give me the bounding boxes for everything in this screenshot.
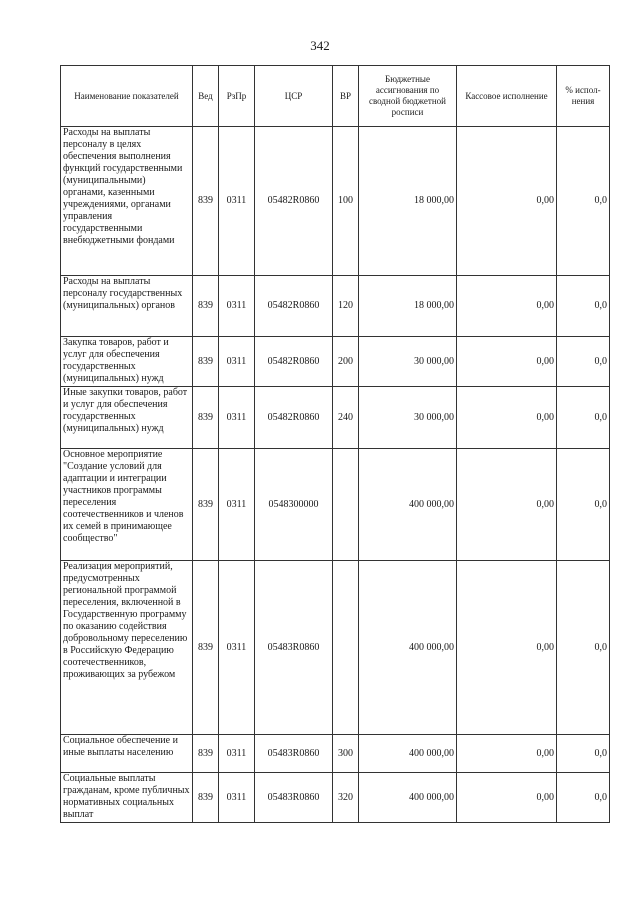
- row-cash: 0,00: [457, 735, 557, 773]
- row-pct: 0,0: [557, 735, 610, 773]
- row-budget: 30 000,00: [359, 387, 457, 449]
- col-header-vr: ВР: [333, 66, 359, 127]
- row-pct: 0,0: [557, 561, 610, 735]
- row-cash: 0,00: [457, 337, 557, 387]
- row-ved: 839: [193, 561, 219, 735]
- row-pct: 0,0: [557, 276, 610, 337]
- col-header-csr: ЦСР: [255, 66, 333, 127]
- row-rzpr: 0311: [219, 735, 255, 773]
- row-pct: 0,0: [557, 773, 610, 823]
- row-vr: 240: [333, 387, 359, 449]
- row-vr: 300: [333, 735, 359, 773]
- row-csr: 05483R0860: [255, 773, 333, 823]
- table-row: [61, 276, 610, 337]
- row-rzpr: 0311: [219, 127, 255, 276]
- row-pct: 0,0: [557, 387, 610, 449]
- row-rzpr: 0311: [219, 449, 255, 561]
- row-name: Реализация мероприятий, предусмотренных региональной программой переселения, включенной в Государственную программу по оказанию содействия добровольному переселению в Российскую Федерацию соотечественников, проживающих за рубежом: [61, 561, 193, 735]
- row-pct: 0,0: [557, 449, 610, 561]
- row-cash: 0,00: [457, 773, 557, 823]
- row-csr: 05482R0860: [255, 337, 333, 387]
- budget-table: [60, 65, 610, 823]
- row-rzpr: 0311: [219, 387, 255, 449]
- row-name: Основное мероприятие "Создание условий для адаптации и интеграции участников программы переселения соотечественников и членов их семей в принимающее сообщество": [61, 449, 193, 561]
- row-rzpr: 0311: [219, 773, 255, 823]
- row-cash: 0,00: [457, 127, 557, 276]
- row-vr: 120: [333, 276, 359, 337]
- col-header-budget: Бюджетные ассигнования по сводной бюджетной росписи: [359, 66, 457, 127]
- row-budget: 400 000,00: [359, 735, 457, 773]
- col-header-rzpr: РзПр: [219, 66, 255, 127]
- row-pct: 0,0: [557, 337, 610, 387]
- row-name: Социальные выплаты гражданам, кроме публичных нормативных социальных выплат: [61, 773, 193, 823]
- col-header-ved: Вед: [193, 66, 219, 127]
- row-name: Социальное обеспечение и иные выплаты населению: [61, 735, 193, 773]
- row-vr: 200: [333, 337, 359, 387]
- row-ved: 839: [193, 337, 219, 387]
- row-csr: 05483R0860: [255, 561, 333, 735]
- row-ved: 839: [193, 127, 219, 276]
- row-name: Расходы на выплаты персоналу в целях обеспечения выполнения функций государственными (муниципальными) органами, казенными учреждениями, органами управления государственными внебюджетными фондами: [61, 127, 193, 276]
- row-ved: 839: [193, 449, 219, 561]
- table-row: [61, 387, 610, 449]
- row-name: Расходы на выплаты персоналу государственных (муниципальных) органов: [61, 276, 193, 337]
- table-row: [61, 735, 610, 773]
- row-vr: 320: [333, 773, 359, 823]
- row-budget: 18 000,00: [359, 127, 457, 276]
- page-number: 342: [310, 38, 330, 53]
- table-row: [61, 773, 610, 823]
- row-budget: 400 000,00: [359, 449, 457, 561]
- row-budget: 30 000,00: [359, 337, 457, 387]
- row-ved: 839: [193, 387, 219, 449]
- row-csr: 05482R0860: [255, 276, 333, 337]
- row-csr: 05482R0860: [255, 387, 333, 449]
- row-csr: 05483R0860: [255, 735, 333, 773]
- row-vr: 100: [333, 127, 359, 276]
- row-pct: 0,0: [557, 127, 610, 276]
- row-budget: 18 000,00: [359, 276, 457, 337]
- row-ved: 839: [193, 735, 219, 773]
- row-cash: 0,00: [457, 449, 557, 561]
- row-rzpr: 0311: [219, 276, 255, 337]
- row-ved: 839: [193, 276, 219, 337]
- table-row: [61, 337, 610, 387]
- row-vr: [333, 561, 359, 735]
- row-cash: 0,00: [457, 387, 557, 449]
- row-cash: 0,00: [457, 561, 557, 735]
- row-budget: 400 000,00: [359, 561, 457, 735]
- table-row: [61, 127, 610, 276]
- table-row: [61, 449, 610, 561]
- row-rzpr: 0311: [219, 337, 255, 387]
- table-header-row: [61, 66, 610, 127]
- row-name: Закупка товаров, работ и услуг для обеспечения государственных (муниципальных) нужд: [61, 337, 193, 387]
- row-cash: 0,00: [457, 276, 557, 337]
- col-header-cash: Кассовое исполнение: [457, 66, 557, 127]
- row-csr: 05482R0860: [255, 127, 333, 276]
- row-name: Иные закупки товаров, работ и услуг для обеспечения государственных (муниципальных) нужд: [61, 387, 193, 449]
- col-header-pct: % испол-нения: [557, 66, 610, 127]
- row-rzpr: 0311: [219, 561, 255, 735]
- row-vr: [333, 449, 359, 561]
- row-budget: 400 000,00: [359, 773, 457, 823]
- row-csr: 0548300000: [255, 449, 333, 561]
- table-row: [61, 561, 610, 735]
- col-header-name: Наименование показателей: [61, 66, 193, 127]
- row-ved: 839: [193, 773, 219, 823]
